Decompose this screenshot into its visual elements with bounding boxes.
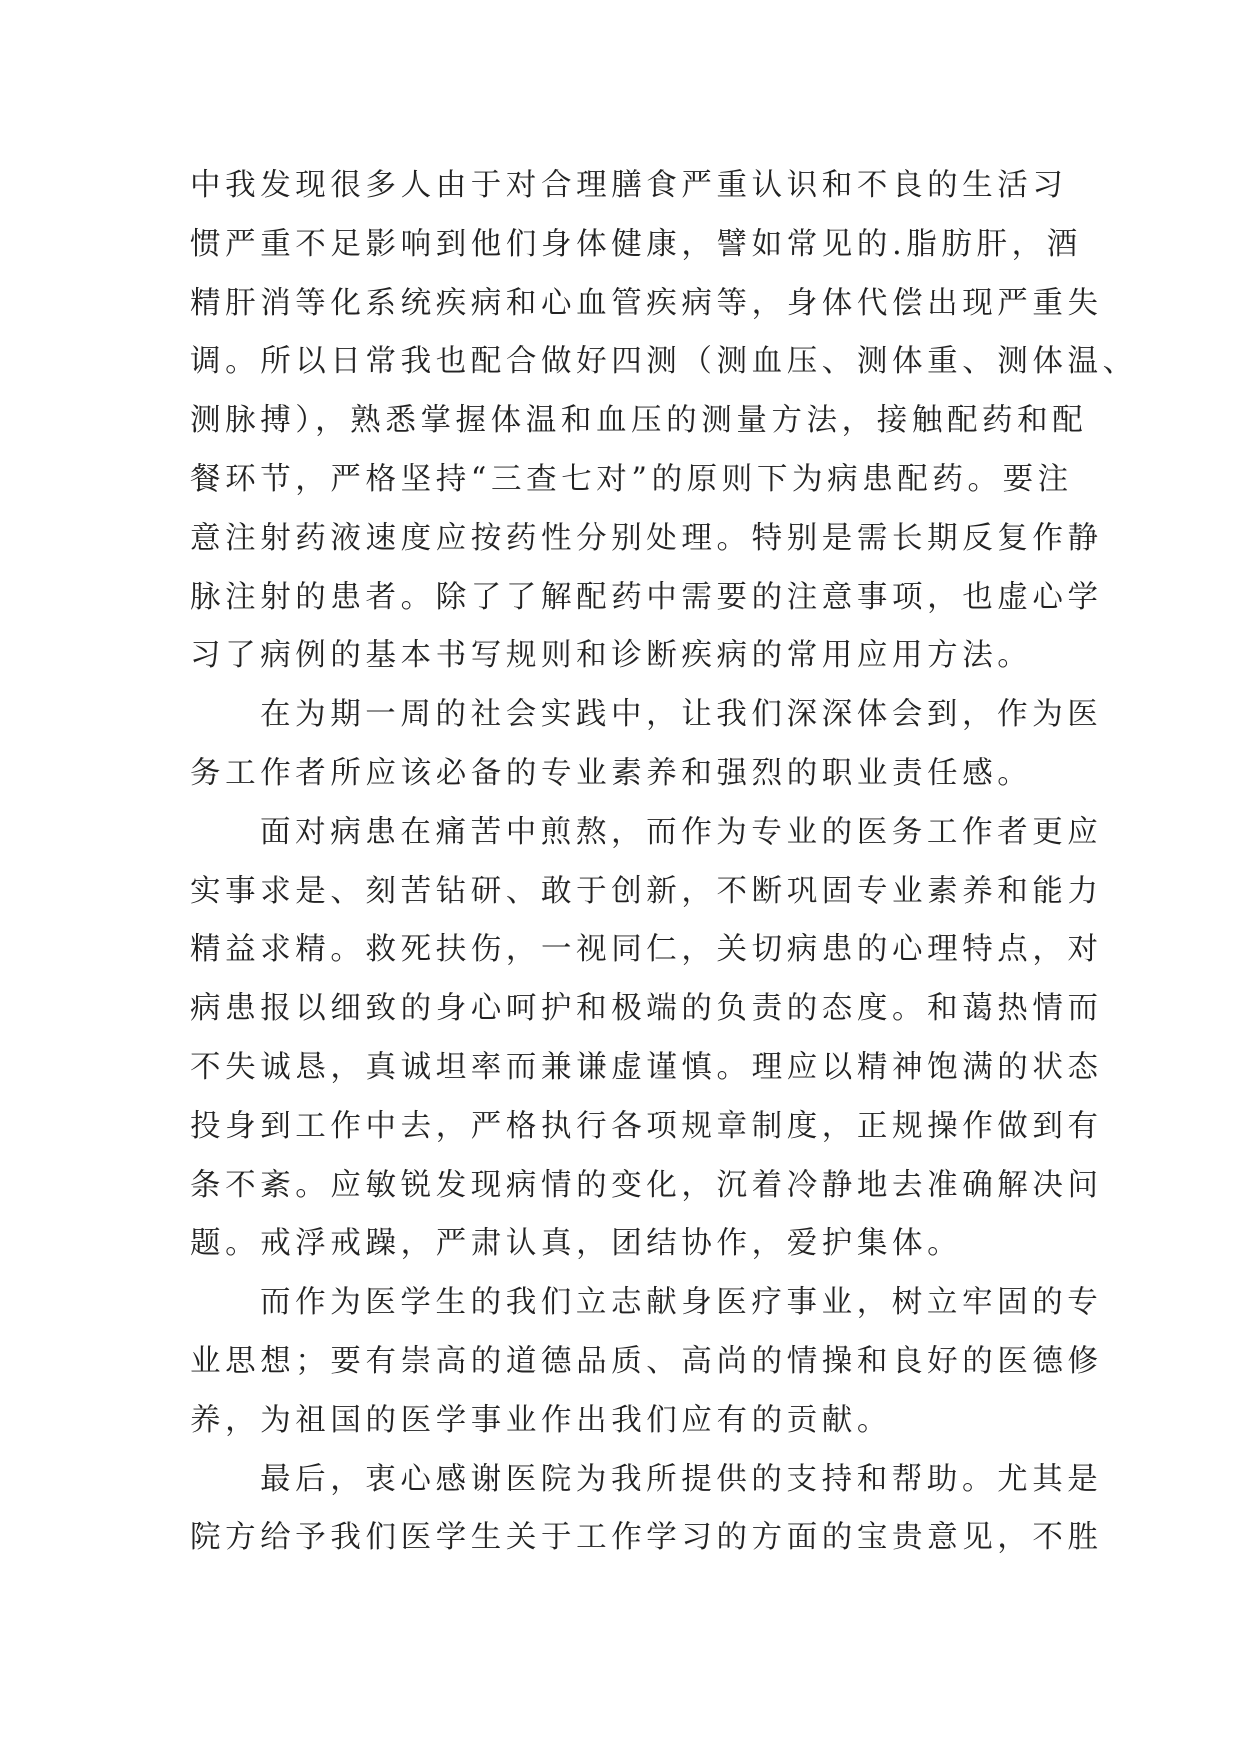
text-line: 最后，衷心感谢医院为我所提供的支持和帮助。尤其是	[260, 1461, 1103, 1497]
text-line: 中我发现很多人由于对合理膳食严重认识和不良的生活习	[190, 168, 1068, 203]
text-line: 意注射药液速度应按药性分别处理。特别是需长期反复作静	[190, 520, 1103, 556]
text-line: 投身到工作中去，严格执行各项规章制度，正规操作做到有	[190, 1108, 1103, 1144]
text-line: 惯严重不足影响到他们身体健康，譬如常见的.脂肪肝，酒	[190, 226, 1082, 262]
paragraph	[190, 1451, 1103, 1569]
text-line: 习了病例的基本书写规则和诊断疾病的常用应用方法。	[190, 638, 1033, 674]
document-body	[190, 157, 1138, 1568]
text-line: 脉注射的患者。除了了解配药中需要的注意事项，也虚心学	[190, 579, 1103, 615]
text-line: 病患报以细致的身心呵护和极端的负责的态度。和蔼热情而	[190, 991, 1103, 1027]
text-line: 业思想；要有崇高的道德品质、高尚的情操和良好的医德修	[190, 1343, 1103, 1379]
text-line: 不失诚恳，真诚坦率而兼谦虚谨慎。理应以精神饱满的状态	[190, 1049, 1103, 1085]
text-line: 院方给予我们医学生关于工作学习的方面的宝贵意见，不胜	[190, 1520, 1103, 1556]
text-line: 题。戒浮戒躁，严肃认真，团结协作，爱护集体。	[190, 1226, 963, 1262]
text-line: 在为期一周的社会实践中，让我们深深体会到，作为医	[260, 697, 1103, 733]
text-line: 调。所以日常我也配合做好四测（测血压、测体重、测体温、	[190, 344, 1138, 380]
text-line: 条不紊。应敏锐发现病情的变化，沉着冷静地去准确解决问	[190, 1167, 1103, 1203]
paragraph	[190, 686, 1103, 804]
text-line: 面对病患在痛苦中煎熬，而作为专业的医务工作者更应	[260, 814, 1103, 850]
text-line: 养，为祖国的医学事业作出我们应有的贡献。	[190, 1402, 892, 1438]
text-line: 测脉搏），熟悉掌握体温和血压的测量方法，接触配药和配	[190, 403, 1088, 439]
text-line: 而作为医学生的我们立志献身医疗事业，树立牢固的专	[260, 1285, 1103, 1321]
text-line: 务工作者所应该必备的专业素养和强烈的职业责任感。	[190, 755, 1033, 791]
paragraph	[190, 157, 1138, 686]
text-line: 精肝消等化系统疾病和心血管疾病等，身体代偿出现严重失	[190, 285, 1103, 321]
text-line: 实事求是、刻苦钻研、敢于创新，不断巩固专业素养和能力	[190, 873, 1103, 909]
text-line: 精益求精。救死扶伤，一视同仁，关切病患的心理特点，对	[190, 932, 1103, 968]
text-line: 餐环节，严格坚持“三查七对”的原则下为病患配药。要注	[190, 461, 1073, 497]
paragraph	[190, 1274, 1103, 1450]
paragraph	[190, 804, 1103, 1274]
